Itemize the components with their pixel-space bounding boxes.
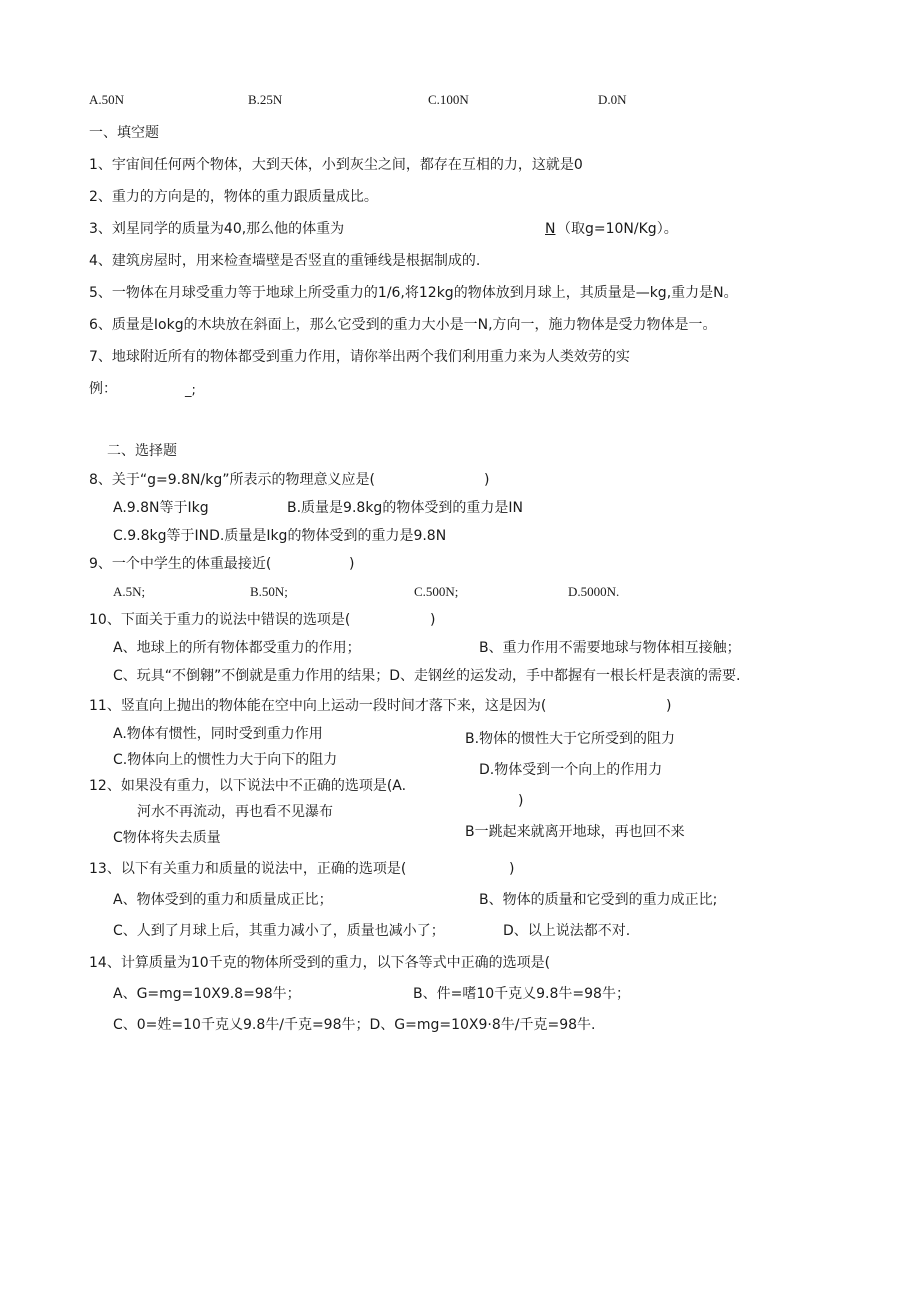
question-12-close: ): [518, 793, 524, 809]
question-13-option-c: C、人到了月球上后，其重力减小了，质量也减小了；: [113, 923, 445, 939]
choice-section-heading: 二、选择题: [107, 443, 177, 459]
question-13-option-d: D、以上说法都不对.: [503, 923, 631, 939]
question-13-option-a: A、物体受到的重力和质量成正比；: [113, 892, 333, 908]
question-11-option-b: B.物体的惯性大于它所受到的阻力: [465, 731, 676, 747]
question-9-stem: 9、一个中学生的体重最接近(: [89, 556, 272, 572]
question-10-option-b: B、重力作用不需要地球与物体相互接触；: [479, 640, 741, 656]
option-d-0n: D.0N: [598, 92, 627, 107]
fill-question-1: 1、宇宙间任何两个物体，大到天体，小到灰尘之间，都存在互相的力，这就是0: [89, 157, 583, 173]
question-11-option-d: D.物体受到一个向上的作用力: [479, 762, 663, 778]
question-13-stem: 13、以下有关重力和质量的说法中，正确的选项是(: [89, 861, 407, 877]
question-8-option-cd: C.9.8kg等于IND.质量是Ikg的物体受到的重力是9.8N: [113, 528, 447, 544]
question-14-stem: 14、计算质量为10千克的物体所受到的重力，以下各等式中正确的选项是(: [89, 955, 551, 971]
fill-question-7-line1: 7、地球附近所有的物体都受到重力作用，请你举出两个我们利用重力来为人类效劳的实: [89, 349, 630, 365]
question-11-close: ): [666, 698, 672, 714]
fill-question-3-unit: N: [545, 221, 556, 237]
question-8-close: ): [484, 472, 490, 488]
question-8-stem: 8、关于“g=9.8N/kg”所表示的物理意义应是(: [89, 472, 375, 488]
question-9-option-b: B.50N;: [250, 584, 288, 599]
option-a-50n: A.50N: [89, 92, 125, 107]
question-12-stem: 12、如果没有重力，以下说法中不正确的选项是(A.: [89, 778, 407, 794]
question-10-close: ): [430, 612, 436, 628]
question-14-option-cd: C、0=姓=10千克乂9.8牛/千克=98牛；D、G=mg=10X9·8牛/千克=98牛.: [113, 1017, 596, 1033]
fill-question-5: 5、一物体在月球受重力等于地球上所受重力的1/6,将12kg的物体放到月球上，其质量是—kg,重力是N。: [89, 285, 738, 301]
question-9-option-a: A.5N;: [113, 584, 146, 599]
question-14-option-a: A、G=mg=10X9.8=98牛；: [113, 986, 301, 1002]
option-c-100n: C.100N: [428, 92, 469, 107]
question-12-option-b: B一跳起来就离开地球，再也回不来: [465, 824, 685, 840]
question-9-option-d: D.5000N.: [568, 584, 620, 599]
fill-question-4: 4、建筑房屋时，用来检查墙壁是否竖直的重锤线是根据制成的.: [89, 253, 481, 269]
question-12-option-c: C物体将失去质量: [113, 830, 221, 846]
option-b-25n: B.25N: [248, 92, 283, 107]
question-11-stem: 11、竖直向上抛出的物体能在空中向上运动一段时间才落下来，这是因为(: [89, 698, 547, 714]
question-8-option-b: B.质量是9.8kg的物体受到的重力是IN: [287, 500, 523, 516]
question-11-option-c: C.物体向上的惯性力大于向下的阻力: [113, 752, 338, 768]
question-14-option-b: B、件=嗜10千克乂9.8牛=98牛；: [413, 986, 630, 1002]
question-13-option-b: B、物体的质量和它受到的重力成正比;: [479, 892, 718, 908]
fill-question-6: 6、质量是Iokg的木块放在斜面上，那么它受到的重力大小是一N,方向一，施力物体是受力物体是一。: [89, 317, 717, 333]
question-9-option-c: C.500N;: [414, 584, 459, 599]
question-9-close: ): [349, 556, 355, 572]
fill-question-3: 3、刘星同学的质量为40,那么他的体重为: [89, 221, 345, 237]
question-13-close: ): [509, 861, 515, 877]
question-11-option-a: A.物体有惯性，同时受到重力作用: [113, 726, 323, 742]
fill-section-heading: 一、填空题: [89, 125, 159, 141]
question-10-option-a: A、地球上的所有物体都受重力的作用；: [113, 640, 361, 656]
fill-question-7-line2: 例：: [89, 381, 117, 397]
question-10-option-cd: C、玩具“不倒翱”不倒就是重力作用的结果；D、走钢丝的运发动，手中都握有一根长杆是表演的需要.: [113, 668, 741, 684]
question-12-option-a: 河水不再流动，再也看不见瀑布: [137, 804, 333, 820]
fill-question-2: 2、重力的方向是的，物体的重力跟质量成比。: [89, 189, 378, 205]
fill-question-3-tail: （取g=10N/Kg）。: [557, 221, 678, 237]
question-10-stem: 10、下面关于重力的说法中错误的选项是(: [89, 612, 351, 628]
question-8-option-a: A.9.8N等于Ikg: [113, 500, 209, 516]
fill-question-7-mark: _;: [185, 383, 196, 398]
